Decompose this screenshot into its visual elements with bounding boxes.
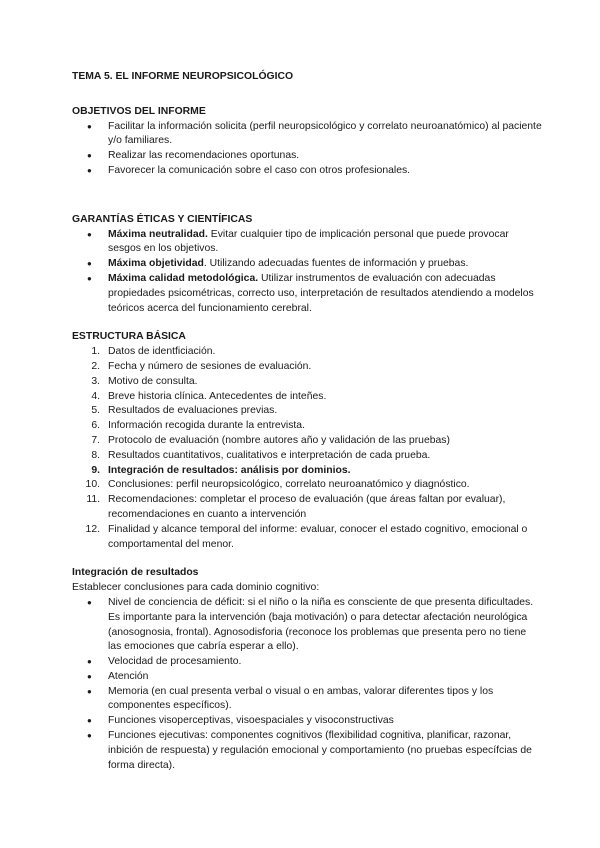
numbered-item bbox=[72, 523, 542, 553]
numbered-item bbox=[72, 478, 542, 493]
item-text: Integración de resultados: análisis por dominios. bbox=[108, 464, 351, 476]
item-text: Conclusiones: perfil neuropsicológico, correlato neuroanatómico y diagnóstico. bbox=[108, 479, 470, 491]
objetivos-heading: OBJETIVOS DEL INFORME bbox=[72, 105, 206, 117]
list-item bbox=[72, 257, 542, 272]
list-item bbox=[72, 272, 542, 316]
item-number: 7. bbox=[91, 434, 100, 446]
item-text: Utilizar instrumentos de evaluación con adecuadas propiedades psicométricas, correcto uso, interpretación de resultados atendiendo a modelos teóricos acerca del funcionamiento cerebral. bbox=[108, 272, 534, 314]
item-text: Protocolo de evaluación (nombre autores año y validación de las pruebas) bbox=[108, 434, 450, 446]
numbered-item bbox=[72, 345, 542, 360]
item-number: 8. bbox=[91, 449, 100, 461]
item-number: 1. bbox=[91, 346, 100, 358]
list-item: ● Facilitar la información solicita (perfil neuropsicológico y correlato neuroanatómico) al paciente y/o familiares. bbox=[72, 120, 542, 150]
item-text: Recomendaciones: completar el proceso de evaluación (que áreas faltan por evaluar), recomendaciones en cuanto a intervención bbox=[108, 494, 506, 520]
estructura-heading: ESTRUCTURA BÁSICA bbox=[72, 331, 186, 343]
integracion-list bbox=[72, 596, 542, 774]
item-number: 10. bbox=[85, 479, 100, 491]
item-text: . Utilizando adecuadas fuentes de información y pruebas. bbox=[203, 258, 469, 270]
list-item: ● Realizar las recomendaciones oportunas. bbox=[72, 149, 542, 164]
list-item: ● Funciones ejecutivas: componentes cognitivos (flexibilidad cognitiva, planificar, razonar, inbición de respuesta) y regulación emocional y comportamiento (no pruebas específcias de forma directa). bbox=[72, 729, 542, 773]
numbered-item bbox=[72, 493, 542, 523]
document-title: TEMA 5. EL INFORME NEUROPSICOLÓGICO bbox=[72, 71, 294, 82]
item-number: 6. bbox=[91, 420, 100, 432]
item-text: Breve historia clínica. Antecedentes de inteñes. bbox=[108, 390, 327, 402]
numbered-item bbox=[72, 360, 542, 375]
list-item bbox=[72, 228, 542, 258]
integracion-intro: Establecer conclusiones para cada dominio cognitivo: bbox=[72, 582, 320, 594]
item-number: 3. bbox=[91, 375, 100, 387]
item-text: Finalidad y alcance temporal del informe: evaluar, conocer el estado cognitivo, emocional o comportamental del menor. bbox=[108, 523, 528, 550]
item-lead: Máxima calidad metodológica. bbox=[108, 272, 259, 284]
item-number: 2. bbox=[91, 360, 100, 372]
garantias-list bbox=[72, 228, 542, 317]
item-lead: Máxima neutralidad. bbox=[108, 228, 208, 240]
numbered-item bbox=[72, 390, 542, 405]
list-item: ● Velocidad de procesamiento. bbox=[72, 655, 542, 670]
item-number: 4. bbox=[91, 390, 100, 402]
list-item: ● Funciones visoperceptivas, visoespaciales y visoconstructivas bbox=[72, 714, 542, 729]
list-item: ● Nivel de conciencia de déficit: si el niño o la niña es consciente de que presenta dificultades. Es importante para la intervención (baja motivación) o para detectar afectación neurológica (anosognosia, frontal). Agnosodisforia (reconoce los problemas que presenta pero no tiene las emociones que cabría esperar a ello). bbox=[72, 596, 542, 655]
list-item: ● Atención bbox=[72, 670, 542, 685]
item-text: Evitar cualquier tipo de implicación personal que puede provocar sesgos en los objetivos. bbox=[108, 228, 509, 255]
item-number: 9. bbox=[91, 464, 100, 476]
integracion-heading: Integración de resultados bbox=[72, 567, 199, 579]
item-text: Resultados de evaluaciones previas. bbox=[108, 405, 278, 417]
numbered-item bbox=[72, 449, 542, 464]
objetivos-list bbox=[72, 120, 542, 179]
list-item: ● Favorecer la comunicación sobre el caso con otros profesionales. bbox=[72, 164, 542, 179]
item-text: Resultados cuantitativos, cualitativos e interpretación de cada prueba. bbox=[108, 449, 431, 461]
item-number: 5. bbox=[91, 405, 100, 417]
estructura-list bbox=[72, 345, 542, 552]
list-item: ● Memoria (en cual presenta verbal o visual o en ambas, valorar diferentes tipos y los componentes específicos). bbox=[72, 685, 542, 715]
item-number: 12. bbox=[85, 523, 100, 535]
document-page bbox=[72, 70, 542, 773]
numbered-item bbox=[72, 419, 542, 434]
numbered-item bbox=[72, 375, 542, 390]
item-lead: Máxima objetividad bbox=[108, 258, 204, 270]
item-text: Información recogida durante la entrevista. bbox=[108, 420, 305, 432]
garantias-heading: GARANTÍAS ÉTICAS Y CIENTÍFICAS bbox=[72, 213, 253, 225]
item-text: Motivo de consulta. bbox=[108, 375, 198, 387]
item-text: Fecha y número de sesiones de evaluación. bbox=[108, 360, 312, 372]
numbered-item bbox=[72, 404, 542, 419]
item-text: Datos de identficiación. bbox=[108, 346, 216, 358]
numbered-item bbox=[72, 464, 542, 479]
item-number: 11. bbox=[86, 494, 100, 506]
numbered-item bbox=[72, 434, 542, 449]
